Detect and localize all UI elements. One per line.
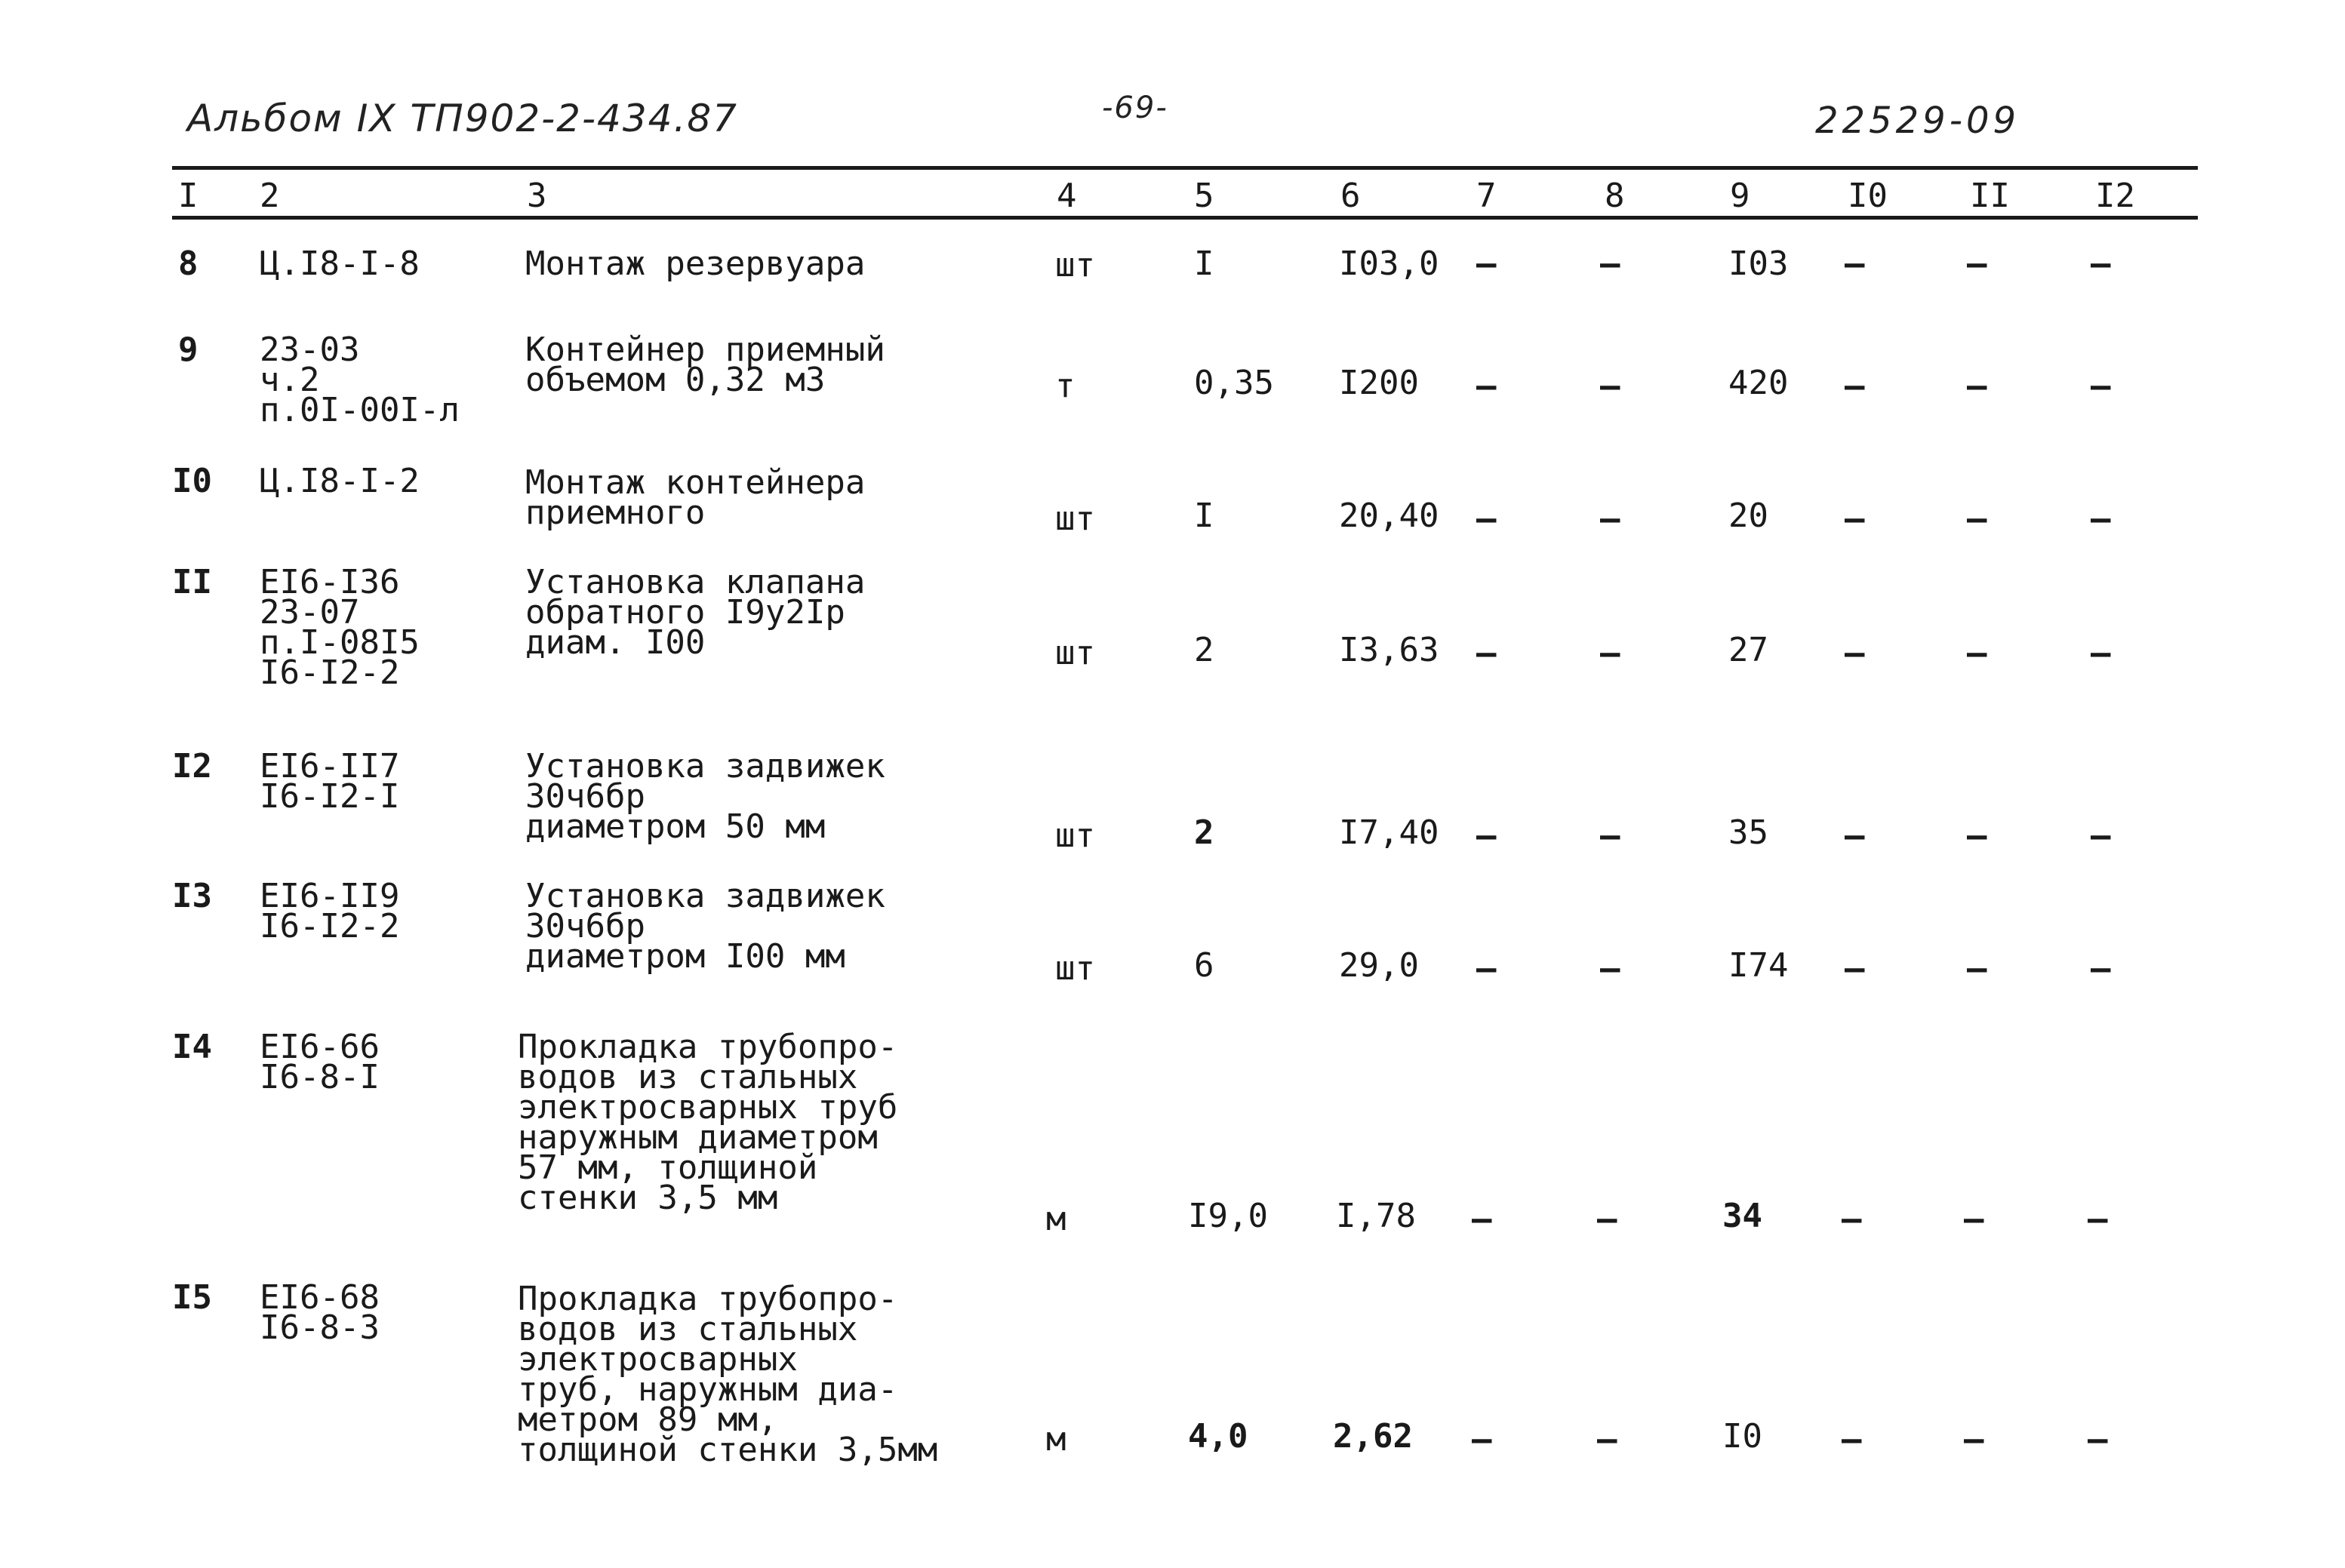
col-8-value: – — [1597, 1200, 1617, 1238]
column-header: II — [1970, 177, 2010, 215]
col-7-value: – — [1472, 1420, 1492, 1459]
row-number: II — [172, 563, 212, 601]
unit-price: 29,0 — [1339, 946, 1419, 985]
work-description: Монтаж контейнера приемного — [525, 463, 866, 532]
col-7-value: – — [1476, 500, 1497, 538]
top-rule — [172, 166, 2198, 170]
col-11-value: – — [1967, 244, 1987, 283]
col-10-value: – — [1845, 244, 1865, 283]
col-10-value: – — [1845, 634, 1865, 672]
norm-code: Ц.I8-I-2 — [260, 462, 420, 500]
unit-price: I3,63 — [1339, 631, 1439, 669]
col-10-value: – — [1845, 367, 1865, 405]
col-10-value: – — [1845, 949, 1865, 988]
column-header: 3 — [527, 177, 547, 215]
col-12-value: – — [2091, 816, 2111, 855]
col-8-value: – — [1600, 367, 1620, 405]
column-header: I0 — [1848, 177, 1888, 215]
page-number: -69- — [1102, 91, 1168, 125]
unit: шт — [1055, 246, 1095, 284]
column-header: 4 — [1057, 177, 1077, 215]
column-header: 9 — [1730, 177, 1750, 215]
unit: шт — [1055, 949, 1095, 988]
row-number: I5 — [172, 1278, 212, 1317]
col-12-value: – — [2091, 500, 2111, 538]
quantity: 0,35 — [1194, 364, 1274, 402]
col-7-value: – — [1476, 634, 1497, 672]
row-number: 9 — [178, 331, 198, 369]
column-header: 8 — [1605, 177, 1625, 215]
col-8-value: – — [1600, 244, 1620, 283]
col-8-value: – — [1600, 816, 1620, 855]
col-12-value: – — [2088, 1420, 2108, 1459]
total-cost: 35 — [1728, 813, 1768, 852]
col-7-value: – — [1476, 367, 1497, 405]
total-cost: 420 — [1728, 364, 1789, 402]
col-7-value: – — [1476, 816, 1497, 855]
unit: т — [1055, 367, 1076, 405]
col-11-value: – — [1967, 367, 1987, 405]
quantity: 2 — [1194, 631, 1214, 669]
col-12-value: – — [2091, 949, 2111, 988]
row-number: 8 — [178, 244, 198, 283]
quantity: 4,0 — [1188, 1417, 1248, 1456]
column-header: 6 — [1340, 177, 1361, 215]
col-7-value: – — [1476, 949, 1497, 988]
col-11-value: – — [1967, 816, 1987, 855]
quantity: 6 — [1194, 946, 1214, 985]
work-description: Контейнер приемный объемом 0,32 м3 — [525, 331, 885, 399]
quantity: I — [1194, 244, 1214, 283]
col-8-value: – — [1600, 634, 1620, 672]
norm-code: EI6-66 I6-8-I — [260, 1028, 380, 1096]
col-11-value: – — [1964, 1420, 1984, 1459]
total-cost: 34 — [1722, 1197, 1762, 1235]
column-header: I2 — [2095, 177, 2135, 215]
quantity: I — [1194, 497, 1214, 535]
norm-code: EI6-68 I6-8-3 — [260, 1278, 380, 1347]
col-10-value: – — [1842, 1200, 1862, 1238]
unit-price: I03,0 — [1339, 244, 1439, 283]
unit-price: I7,40 — [1339, 813, 1439, 852]
unit-price: 2,62 — [1333, 1417, 1413, 1456]
work-description: Установка клапана обратного I9у2Iр диам. I00 — [525, 563, 866, 662]
col-11-value: – — [1967, 949, 1987, 988]
col-11-value: – — [1967, 634, 1987, 672]
col-7-value: – — [1476, 244, 1497, 283]
unit: шт — [1055, 634, 1095, 672]
col-8-value: – — [1600, 949, 1620, 988]
unit-price: 20,40 — [1339, 497, 1439, 535]
unit-price: I,78 — [1336, 1197, 1416, 1235]
row-number: I0 — [172, 462, 212, 500]
col-11-value: – — [1964, 1200, 1984, 1238]
quantity: 2 — [1194, 813, 1214, 852]
norm-code: 23-03 ч.2 п.0I-00I-л — [260, 331, 460, 429]
work-description: Прокладка трубопро- водов из стальных электросварных труб, наружным диа- метром 89 мм, толщиной стенки 3,5мм — [518, 1280, 938, 1469]
column-header: 7 — [1476, 177, 1497, 215]
col-7-value: – — [1472, 1200, 1492, 1238]
norm-code: EI6-II9 I6-I2-2 — [260, 877, 400, 945]
unit: шт — [1055, 500, 1095, 538]
col-10-value: – — [1845, 816, 1865, 855]
total-cost: I03 — [1728, 244, 1789, 283]
col-12-value: – — [2091, 367, 2111, 405]
header-rule — [172, 216, 2198, 220]
column-header: 2 — [260, 177, 280, 215]
column-header: I — [178, 177, 198, 215]
work-description: Установка задвижек 30ч6бр диаметром I00 мм — [525, 877, 885, 976]
row-number: I4 — [172, 1028, 212, 1066]
document-code: 22529-09 — [1815, 100, 2020, 142]
norm-code: Ц.I8-I-8 — [260, 244, 420, 283]
col-8-value: – — [1597, 1420, 1617, 1459]
unit: шт — [1055, 816, 1095, 855]
col-11-value: – — [1967, 500, 1987, 538]
col-10-value: – — [1842, 1420, 1862, 1459]
column-header: 5 — [1194, 177, 1214, 215]
col-12-value: – — [2088, 1200, 2108, 1238]
work-description: Монтаж резервуара — [525, 244, 866, 283]
album-reference: Альбом IX ТП902-2-434.87 — [187, 97, 738, 140]
total-cost: 27 — [1728, 631, 1768, 669]
row-number: I2 — [172, 747, 212, 786]
work-description: Прокладка трубопро- водов из стальных электросварных труб наружным диаметром 57 мм, толщиной стенки 3,5 мм — [518, 1028, 898, 1217]
col-12-value: – — [2091, 244, 2111, 283]
norm-code: EI6-II7 I6-I2-I — [260, 747, 400, 816]
unit-price: I200 — [1339, 364, 1419, 402]
row-number: I3 — [172, 877, 212, 915]
total-cost: 20 — [1728, 497, 1768, 535]
work-description: Установка задвижек 30ч6бр диаметром 50 мм — [525, 747, 885, 846]
quantity: I9,0 — [1188, 1197, 1268, 1235]
norm-code: EI6-I36 23-07 п.I-08I5 I6-I2-2 — [260, 563, 420, 692]
unit: м — [1046, 1200, 1066, 1238]
total-cost: I0 — [1722, 1417, 1762, 1456]
total-cost: I74 — [1728, 946, 1789, 985]
unit: м — [1046, 1420, 1066, 1459]
col-8-value: – — [1600, 500, 1620, 538]
col-12-value: – — [2091, 634, 2111, 672]
col-10-value: – — [1845, 500, 1865, 538]
